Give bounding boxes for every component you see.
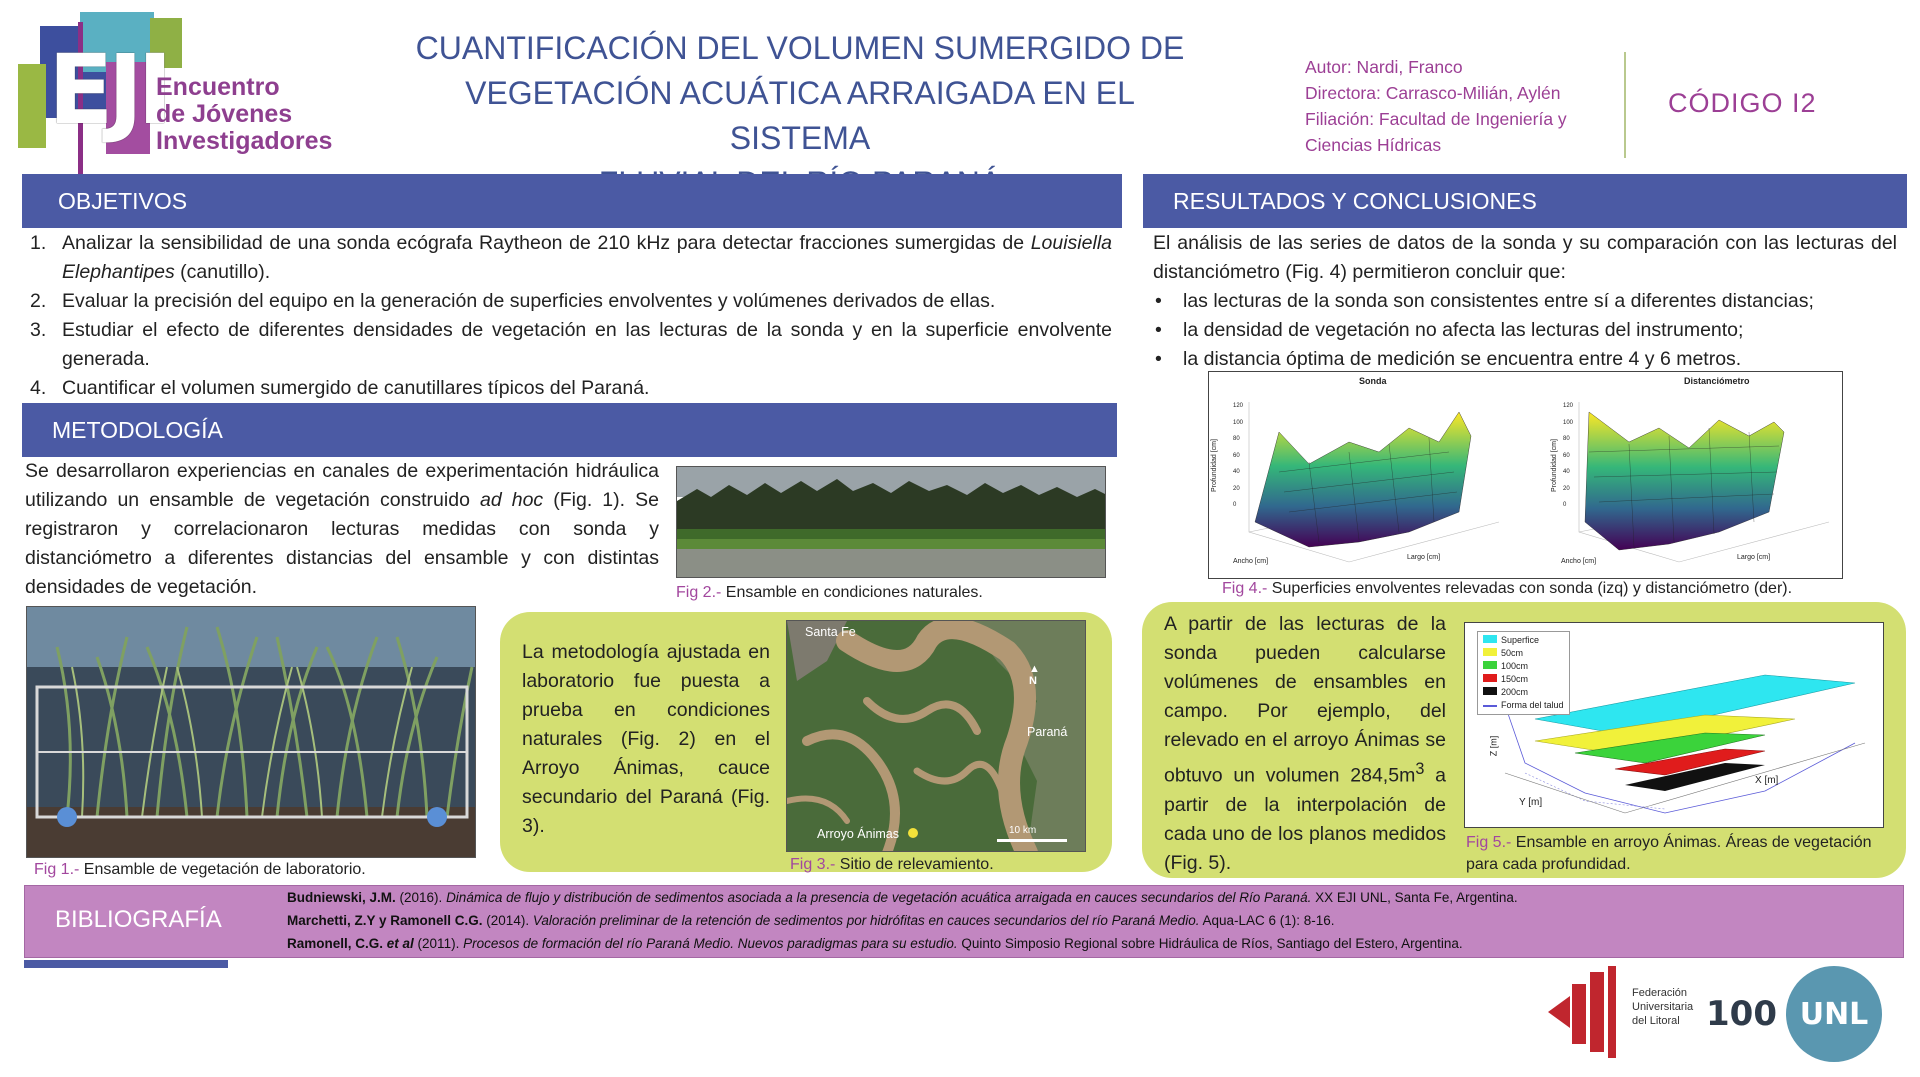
fig1-photo: [26, 606, 476, 858]
poster-code: CÓDIGO I2: [1668, 88, 1817, 118]
legend-swatch: [1483, 648, 1497, 656]
fig4-xlabel-left: Ancho [cm]: [1233, 558, 1269, 565]
metodologia-header: [22, 403, 1117, 457]
objetivos-heading: OBJETIVOS: [58, 187, 188, 214]
reference-item: Marchetti, Z.Y y Ramonell C.G. (2014). Valoración preliminar de la retención de sedimentos por hidrófitas en cauces secundarios del río Paraná Medio. Aqua-LAC 6 (1): 8-16.: [287, 913, 1335, 928]
bibliografia-heading: BIBLIOGRAFÍA: [55, 906, 222, 933]
legend-swatch: [1483, 635, 1497, 643]
map-label-parana: Paraná: [1027, 725, 1068, 739]
surface-plots-svg: [1209, 372, 1844, 580]
legend-item: Forma del talud: [1483, 699, 1564, 712]
fig5-legend: [1477, 631, 1570, 715]
riverbank-image: [677, 467, 1106, 578]
metodologia-heading: METODOLOGÍA: [52, 416, 223, 443]
eji-logo-text: Encuentro de Jóvenes Investigadores: [156, 73, 333, 155]
fig4-zlabel-right: Profundidad [cm]: [1551, 439, 1558, 492]
legend-item: 50cm: [1483, 647, 1564, 660]
objetivos-header: [22, 174, 1122, 228]
conclusion-item: • la densidad de vegetación no afecta las lecturas del instrumento;: [1155, 319, 1744, 341]
resultados-heading: RESULTADOS Y CONCLUSIONES: [1173, 187, 1537, 214]
legend-swatch: [1483, 674, 1497, 682]
ful-logo: [1548, 966, 1708, 1058]
objetivo-item: 1. Analizar la sensibilidad de una sonda ecógrafa Raytheon de 210 kHz para detectar fracciones sumergidas de Louisiella Elephantipes (canutillo).: [30, 232, 1112, 283]
resultados-intro: El análisis de las series de datos de la sonda y su comparación con las lecturas del distanciómetro (Fig. 4) permitieron concluir que:: [1153, 232, 1897, 283]
fig5-vegetation-areas: [1464, 622, 1884, 828]
fig1-caption: Fig 1.- Ensamble de vegetación de laboratorio.: [34, 861, 366, 878]
fig3-caption: Fig 3.- Sitio de relevamiento.: [790, 856, 994, 873]
metodologia-field-text: La metodología ajustada en laboratorio fue puesta a prueba en condiciones naturales (Fig. 2) en el Arroyo Ánimas, cauce secundario del Paraná (Fig. 3).: [522, 641, 770, 837]
fig4-ylabel-left: Largo [cm]: [1407, 554, 1441, 561]
fig5-x-axis-label: X [m]: [1755, 775, 1779, 786]
legend-swatch: [1483, 705, 1497, 707]
legend-item: 200cm: [1483, 686, 1564, 699]
legend-swatch: [1483, 687, 1497, 695]
fig4-zticks-left: 120 100 80 60 40 20 0: [1233, 403, 1244, 508]
legend-item: Superfice: [1483, 634, 1564, 647]
north-arrow-icon: ▲ N: [1029, 663, 1040, 687]
eji-logo-letters: EJI: [48, 34, 168, 146]
reference-item: Budniewski, J.M. (2016). Dinámica de flujo y distribución de sedimentos asociada a la presencia de vegetación acuática arraigada en cauces secundarios del Río Paraná. XX EJI UNL, Santa Fe, Argentina.: [287, 890, 1518, 905]
footer-accent-bar: [24, 960, 228, 968]
fig4-xlabel-right: Ancho [cm]: [1561, 558, 1597, 565]
eji-logo: [18, 12, 358, 172]
affiliation-line: Filiación: Facultad de Ingeniería y: [1305, 109, 1567, 129]
fig2-photo: [676, 466, 1106, 578]
title-line: VEGETACIÓN ACUÁTICA ARRAIGADA EN EL SISTEMA: [465, 75, 1135, 156]
map-label-arroyo: Arroyo Ánimas: [817, 827, 899, 841]
legend-swatch: [1483, 661, 1497, 669]
fig4-zlabel-left: Profundidad [cm]: [1211, 439, 1218, 492]
metodologia-paragraph: Se desarrollaron experiencias en canales de experimentación hidráulica utilizando un ensamble de vegetación construido ad hoc (Fig. 1). Se registraron y correlacionaron lecturas medidas con sonda y distanciómetro a diferentes distancias del ensamble y con distintas densidades de vegetación.: [25, 460, 659, 598]
authors-block: [1305, 54, 1605, 158]
bibliografia-band: [24, 885, 1904, 958]
fig2-caption: Fig 2.- Ensamble en condiciones naturales.: [676, 584, 983, 601]
resultados-bullets: [1153, 287, 1897, 374]
affiliation-line: Ciencias Hídricas: [1305, 135, 1442, 155]
ful-logo-icon: [1548, 966, 1628, 1058]
fig4-right-title: Distanciómetro: [1684, 376, 1750, 386]
legend-item: 150cm: [1483, 673, 1564, 686]
resultados-volume-text: A partir de las lecturas de la sonda pueden calcularse volúmenes de ensambles en campo. Por ejemplo, del relevado en el arroyo Ánimas se obtuvo un volumen $284,5m^3$ a partir de la interpolación de cada uno de los planos medidos (Fig. 5).: [1164, 613, 1446, 874]
lab-vegetation-image: [27, 607, 476, 858]
unl-logo: UNL: [1786, 966, 1882, 1062]
objetivos-list: [22, 229, 1112, 403]
fig3-map: [786, 620, 1086, 852]
objetivo-item: 4. Cuantificar el volumen sumergido de canutillares típicos del Paraná.: [30, 377, 650, 399]
fig4-caption: Fig 4.- Superficies envolventes relevadas con sonda (izq) y distanciómetro (der).: [1222, 580, 1793, 597]
legend-item: 100cm: [1483, 660, 1564, 673]
conclusion-item: • la distancia óptima de medición se encuentra entre 4 y 6 metros.: [1155, 348, 1742, 370]
resultados-header: [1143, 174, 1907, 228]
fig5-caption: Fig 5.- Ensamble en arroyo Ánimas. Áreas de vegetación para cada profundidad.: [1466, 834, 1872, 873]
ful-logo-text: Federación Universitaria del Litoral: [1632, 987, 1694, 1027]
header-divider: [1624, 52, 1626, 158]
centenario-logo: 100: [1706, 994, 1777, 1034]
director-line: Directora: Carrasco-Milián, Aylén: [1305, 83, 1561, 103]
map-label-santa-fe: Santa Fe: [805, 625, 856, 639]
author-line: Autor: Nardi, Franco: [1305, 57, 1463, 77]
fig4-zticks-right: 120 100 80 60 40 20 0: [1563, 403, 1574, 508]
conclusion-item: • las lecturas de la sonda son consistentes entre sí a diferentes distancias;: [1155, 290, 1814, 312]
reference-item: Ramonell, C.G. et al (2011). Procesos de formación del río Paraná Medio. Nuevos paradigmas para su estudio. Quinto Simposio Regional sobre Hidráulica de Ríos, Santiago del Estero, Argentina.: [287, 936, 1463, 951]
fig4-left-title: Sonda: [1359, 376, 1387, 386]
objetivo-item: 3. Estudiar el efecto de diferentes densidades de vegetación en las lecturas de la sonda y en la superficie envolvente generada.: [30, 319, 1112, 370]
fig4-ylabel-right: Largo [cm]: [1737, 554, 1771, 561]
fig4-surface-plots: [1208, 371, 1843, 579]
title-line: CUANTIFICACIÓN DEL VOLUMEN SUMERGIDO DE: [415, 30, 1185, 66]
map-scale-label: 10 km: [1009, 825, 1037, 836]
fig5-y-axis-label: Y [m]: [1519, 797, 1543, 808]
objetivo-item: 2. Evaluar la precisión del equipo en la generación de superficies envolventes y volúmenes derivados de ellas.: [30, 290, 996, 312]
fig5-z-axis-label: Z [m]: [1488, 735, 1499, 757]
